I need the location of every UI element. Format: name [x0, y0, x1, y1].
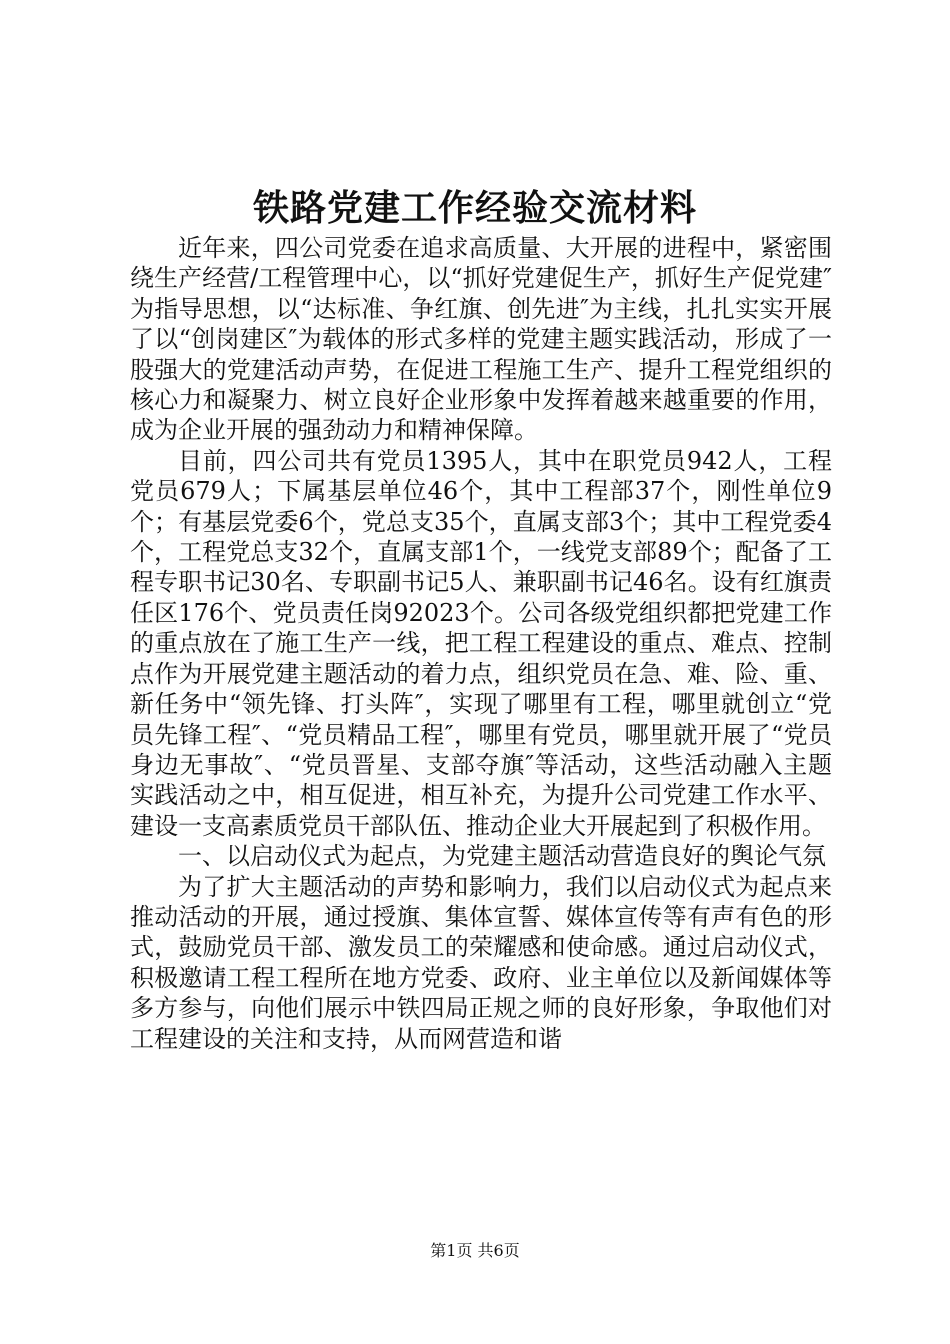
paragraph-intro: 近年来，四公司党委在追求高质量、大开展的进程中，紧密围绕生产经营/工程管理中心，以“抓好党建促生产，抓好生产促党建″为指导思想，以“达标准、争红旗、创先进″为主线，扎扎实实开展了以“创岗建区″为载体的形式多样的党建主题实践活动，形成了一股强大的党建活动声势，在促进工程施工生产、提升工程党组织的核心力和凝聚力、树立良好企业形象中发挥着越来越重要的作用，成为企业开展的强劲动力和精神保障。 — [130, 234, 832, 445]
document-title: 铁路党建工作经验交流材料 — [252, 187, 697, 229]
section-heading-1: 一、以启动仪式为起点，为党建主题活动营造良好的舆论气氛 — [178, 842, 826, 871]
page-footer: 第1页 共6页 — [430, 1241, 520, 1260]
document-body — [130, 233, 832, 1054]
paragraph-launch-ceremony: 为了扩大主题活动的声势和影响力，我们以启动仪式为起点来推动活动的开展，通过授旗、集体宣誓、媒体宣传等有声有色的形式，鼓励党员干部、激发员工的荣耀感和使命感。通过启动仪式，积极邀请工程工程所在地方党委、政府、业主单位以及新闻媒体等多方参与，向他们展示中铁四局正规之师的良好形象，争取他们对工程建设的关注和支持，从而网营造和谐 — [130, 872, 832, 1053]
paragraph-statistics: 目前，四公司共有党员1395人，其中在职党员942人，工程党员679人；下属基层单位46个，其中工程部37个，刚性单位9个；有基层党委6个，党总支35个，直属支部3个；其中工程党委4个，工程党总支32个，直属支部1个，一线党支部89个；配备了工程专职书记30名、专职副书记5人、兼职副书记46名。设有红旗责任区176个、党员责任岗92023个。公司各级党组织都把党建工作的重点放在了施工生产一线，把工程工程建设的重点、难点、控制点作为开展党建主题活动的着力点，组织党员在急、难、险、重、新任务中“领先锋、打头阵″，实现了哪里有工程，哪里就创立“党员先锋工程″、“党员精品工程″，哪里有党员，哪里就开展了“党员身边无事故″、“党员晋星、支部夺旗″等活动，这些活动融入主题实践活动之中，相互促进，相互补充，为提升公司党建工作水平、建设一支高素质党员干部队伍、推动企业大开展起到了积极作用。 — [130, 446, 832, 840]
